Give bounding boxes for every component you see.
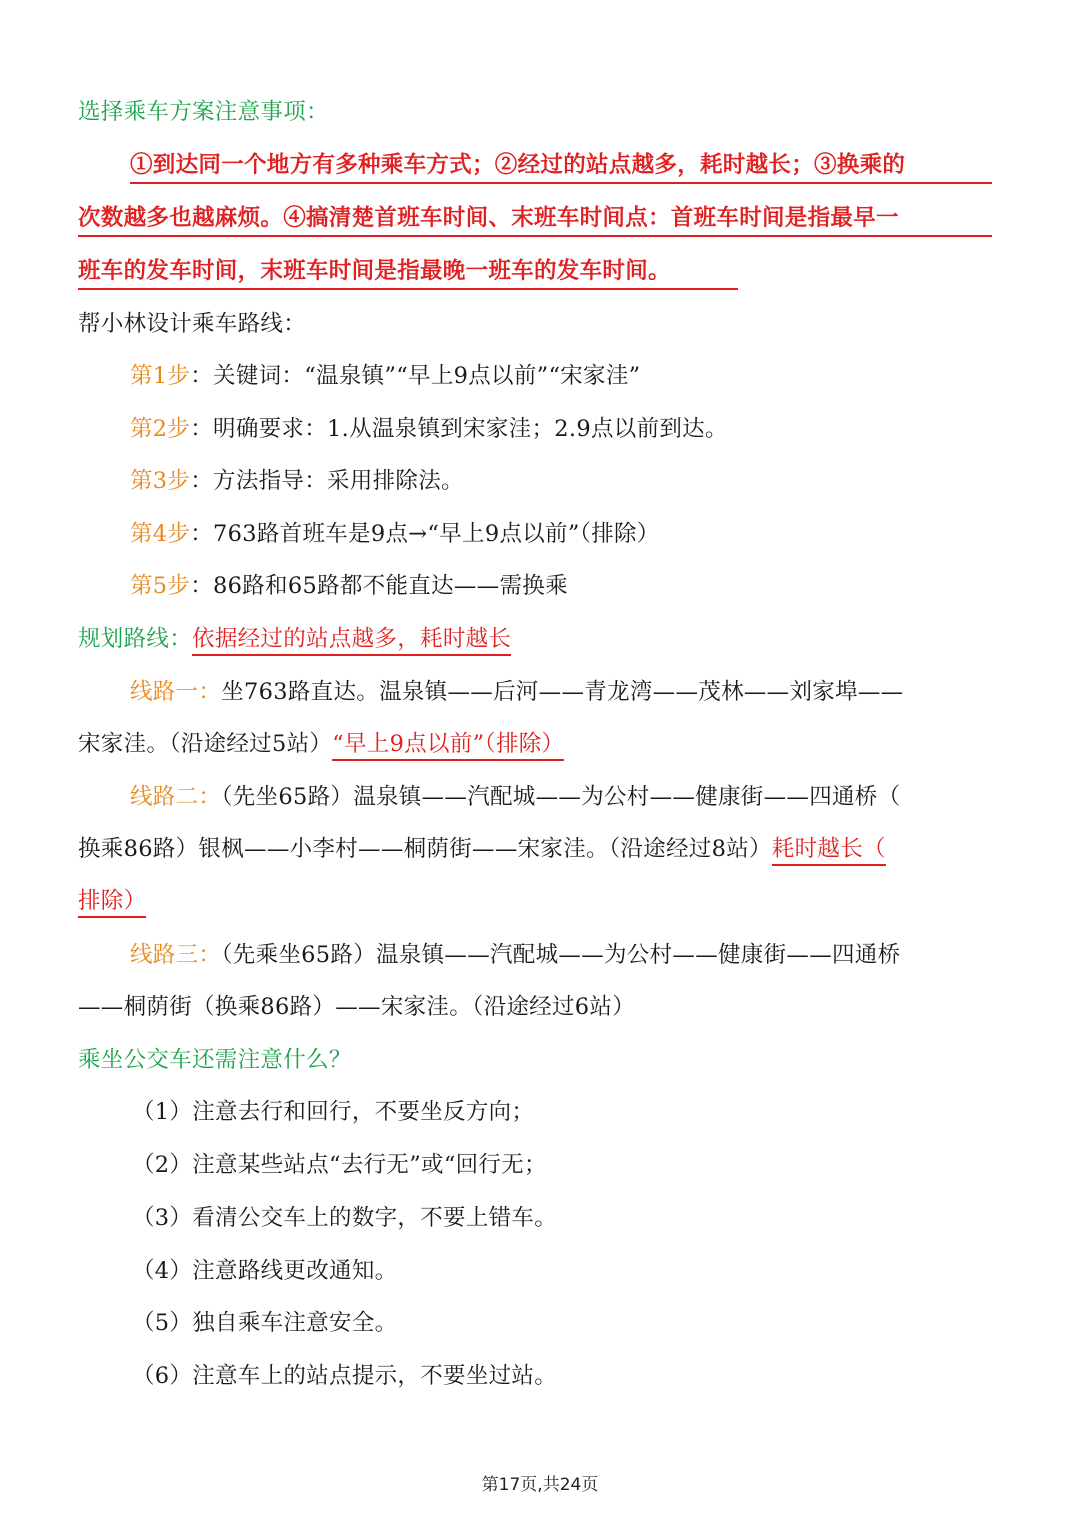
route-text: 换乘86路）银枫——小李村——桐荫街——宋家洼。（沿途经过8站） <box>78 836 772 862</box>
route-colon: ： <box>198 679 222 705</box>
step-text: ：763路首班车是9点→“早上9点以前”（排除） <box>190 521 660 547</box>
step-2 <box>130 414 1050 444</box>
route-2-line-3 <box>78 886 998 916</box>
route-text: 坐763路直达。温泉镇——后河——青龙湾——茂林——刘家埠—— <box>221 679 904 705</box>
route-text: ——桐荫街（换乘86路）——宋家洼。（沿途经过6站） <box>78 994 635 1020</box>
step-label: 第1步 <box>130 363 191 389</box>
heading-notes: 选择乘车方案注意事项： <box>78 99 329 125</box>
route-text: 宋家洼。（沿途经过5站） <box>78 731 333 757</box>
route-3-line-1 <box>130 940 1050 970</box>
route-2-line-1 <box>130 782 1050 812</box>
step-text: ：86路和65路都不能直达——需换乘 <box>190 573 568 599</box>
route-3-line-2 <box>78 992 998 1022</box>
step-text: ：明确要求：1.从温泉镇到宋家洼；2.9点以前到达。 <box>190 416 728 442</box>
route-text: （先坐65路）温泉镇——汽配城——为公村——健康街——四通桥（ <box>221 784 901 810</box>
notes-line-3 <box>78 256 998 290</box>
step-4 <box>130 519 1050 549</box>
step-label: 第3步 <box>130 468 191 494</box>
tip-6: （6）注意车上的站点提示，不要坐过站。 <box>132 1363 558 1389</box>
route-1-line-1 <box>130 677 1050 707</box>
tip-3: （3）看清公交车上的数字，不要上错车。 <box>132 1205 558 1231</box>
step-label: 第5步 <box>130 573 191 599</box>
route-verdict: 排除） <box>78 888 146 918</box>
tip-5: （5）独自乘车注意安全。 <box>132 1310 398 1336</box>
tip-2: （2）注意某些站点“去行无”或“回行无； <box>132 1152 547 1178</box>
route-label: 线路三 <box>130 942 199 968</box>
notes-line-1 <box>130 150 1050 184</box>
plan-basis: 依据经过的站点越多，耗时越长 <box>192 626 511 656</box>
plan-route <box>78 624 998 654</box>
notes-text-1: ①到达同一个地方有多种乘车方式；②经过的站点越多，耗时越长；③换乘的 <box>130 150 992 184</box>
plan-label: 规划路线： <box>78 626 193 652</box>
notes-line-2 <box>78 203 998 237</box>
step-3 <box>130 466 1050 496</box>
step-text: ：关键词：“温泉镇”“早上9点以前”“宋家洼” <box>190 363 641 389</box>
notes-text-3: 班车的发车时间，末班车时间是指最晚一班车的发车时间。 <box>78 256 738 290</box>
route-2-line-2 <box>78 834 998 864</box>
heading-tips: 乘坐公交车还需注意什么？ <box>78 1047 352 1073</box>
route-verdict: 耗时越长（ <box>772 836 886 866</box>
step-1 <box>130 361 1050 391</box>
route-verdict: “早上9点以前”（排除） <box>332 731 564 761</box>
route-label: 线路二 <box>130 784 199 810</box>
route-colon: ： <box>198 784 222 810</box>
design-title: 帮小林设计乘车路线： <box>78 311 307 337</box>
tip-4: （4）注意路线更改通知。 <box>132 1258 398 1284</box>
route-colon: ： <box>198 942 222 968</box>
step-5 <box>130 571 1050 601</box>
route-label: 线路一 <box>130 679 199 705</box>
notes-text-2: 次数越多也越麻烦。④搞清楚首班车时间、末班车时间点：首班车时间是指最早一 <box>78 203 992 237</box>
route-1-line-2 <box>78 729 998 759</box>
step-label: 第4步 <box>130 521 191 547</box>
step-text: ：方法指导：采用排除法。 <box>190 468 464 494</box>
route-text: （先乘坐65路）温泉镇——汽配城——为公村——健康街——四通桥 <box>221 942 901 968</box>
page-footer: 第17页,共24页 <box>481 1475 599 1495</box>
step-label: 第2步 <box>130 416 191 442</box>
tip-1: （1）注意去行和回行，不要坐反方向； <box>132 1099 535 1125</box>
